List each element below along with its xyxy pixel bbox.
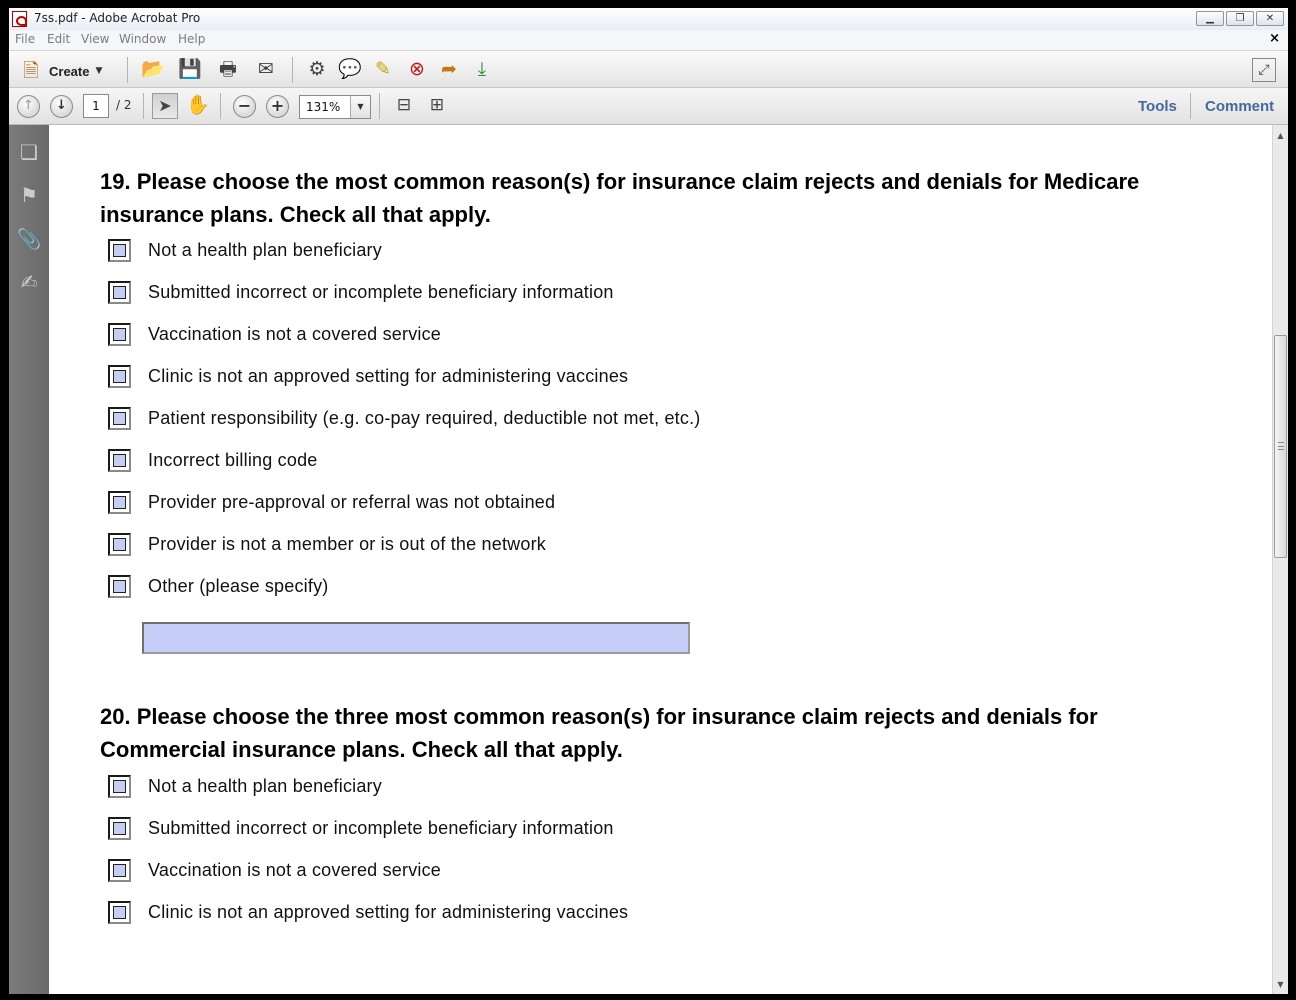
q19-option[interactable] [108, 446, 318, 474]
checkbox[interactable] [108, 775, 131, 798]
chevron-down-icon[interactable]: ▼ [350, 96, 370, 118]
open-folder-icon[interactable]: 📂 [141, 58, 165, 80]
option-label: Provider is not a member or is out of the network [148, 533, 546, 554]
comment-bubble-icon[interactable]: 💬 [338, 58, 362, 80]
checkbox[interactable] [108, 901, 131, 924]
chevron-down-icon: ▼ [95, 66, 103, 76]
toolbar-separator [220, 93, 221, 119]
scroll-down-icon[interactable]: ▼ [1277, 980, 1284, 989]
title-bar [9, 8, 1288, 30]
checkbox[interactable] [108, 491, 131, 514]
q20-option[interactable] [108, 814, 614, 842]
checkbox[interactable] [108, 533, 131, 556]
close-button[interactable]: ✕ [1256, 11, 1284, 26]
print-icon[interactable]: 🖶 [219, 58, 237, 80]
toolbar-separator [379, 93, 380, 119]
option-label: Clinic is not an approved setting for administering vaccines [148, 901, 629, 922]
q19-option[interactable] [108, 404, 700, 432]
option-label: Incorrect billing code [148, 449, 318, 470]
toolbar-separator [127, 57, 128, 83]
zoom-select[interactable] [299, 95, 371, 119]
cursor-arrow-icon: ➤ [158, 96, 172, 115]
menu-view[interactable]: View [81, 32, 110, 46]
other-specify-input[interactable] [142, 622, 690, 654]
option-label: Not a health plan beneficiary [148, 239, 382, 260]
option-label: Provider pre-approval or referral was not obtained [148, 491, 556, 512]
q19-option[interactable] [108, 278, 614, 306]
comment-pane-link[interactable]: Comment [1205, 98, 1275, 115]
checkbox[interactable] [108, 323, 131, 346]
option-label: Other (please specify) [148, 575, 329, 596]
export-page-icon[interactable]: ➦ [441, 58, 457, 80]
toolbar-separator [292, 57, 293, 83]
question-19-title: 19. Please choose the most common reason(s) for insurance claim rejects and denials for Medicare insurance plans. Check all that apply. [100, 169, 1140, 227]
highlight-text-icon[interactable]: ✎ [375, 58, 391, 80]
checkbox[interactable] [108, 859, 131, 882]
toolbar-separator [143, 93, 144, 119]
navigation-toolbar [9, 88, 1288, 125]
create-button[interactable] [19, 59, 102, 83]
settings-gear-icon[interactable]: ⚙ [308, 58, 326, 80]
minimize-button[interactable]: ▁ [1196, 11, 1224, 26]
menu-edit[interactable]: Edit [47, 32, 71, 46]
option-label: Submitted incorrect or incomplete beneficiary information [148, 281, 614, 302]
page-total: / 2 [116, 98, 132, 112]
main-toolbar [9, 50, 1288, 88]
download-page-icon[interactable]: ⤓ [477, 58, 487, 80]
bookmarks-icon[interactable]: ⚑ [20, 183, 38, 207]
option-label: Not a health plan beneficiary [148, 775, 382, 796]
scroll-up-icon[interactable]: ▲ [1277, 131, 1284, 140]
window-controls [1196, 11, 1284, 26]
q20-option[interactable] [108, 856, 441, 884]
save-icon[interactable]: 💾 [178, 58, 202, 80]
option-label: Vaccination is not a covered service [148, 323, 442, 344]
checkbox[interactable] [108, 281, 131, 304]
signatures-icon[interactable]: ✍ [20, 270, 38, 294]
question-20-title: 20. Please choose the three most common reason(s) for insurance claim rejects and denials for Commercial insurance plans. Check all that apply. [100, 704, 1098, 762]
page-number-input[interactable]: 1 [83, 94, 109, 118]
menu-bar [9, 30, 1288, 50]
create-label: Create [49, 63, 90, 79]
vertical-scrollbar[interactable] [1272, 125, 1288, 994]
fit-page-icon[interactable]: ⊟ [396, 95, 412, 115]
create-pdf-icon: 🗎 [23, 60, 39, 82]
q19-option[interactable] [108, 236, 382, 264]
hand-tool-icon[interactable]: ✋ [186, 94, 210, 116]
checkbox[interactable] [108, 407, 131, 430]
checkbox[interactable] [108, 449, 131, 472]
zoom-in-button[interactable]: + [266, 95, 289, 118]
page-thumbnails-icon[interactable]: ❏ [20, 140, 38, 164]
acrobat-window [9, 8, 1288, 994]
previous-page-button[interactable]: ↑ [17, 95, 40, 118]
option-label: Clinic is not an approved setting for administering vaccines [148, 365, 629, 386]
delete-page-icon[interactable]: ⊗ [409, 58, 425, 80]
restore-button[interactable]: ❐ [1226, 11, 1254, 26]
option-label: Patient responsibility (e.g. co-pay required, deductible not met, etc.) [148, 407, 701, 428]
zoom-value: 131% [306, 100, 341, 114]
checkbox[interactable] [108, 239, 131, 262]
menu-help[interactable]: Help [178, 32, 206, 46]
q19-option[interactable] [108, 572, 328, 600]
q19-option[interactable] [108, 320, 441, 348]
close-document-icon[interactable]: × [1269, 31, 1280, 46]
toolbar-separator [1190, 93, 1191, 119]
checkbox[interactable] [108, 575, 131, 598]
fit-width-icon[interactable]: ⊞ [429, 95, 445, 115]
scrollbar-thumb[interactable] [1274, 335, 1287, 558]
fullscreen-expand-icon[interactable]: ⤢ [1252, 58, 1276, 82]
option-label: Vaccination is not a covered service [148, 859, 442, 880]
navigation-pane [9, 125, 49, 994]
option-label: Submitted incorrect or incomplete beneficiary information [148, 817, 614, 838]
attachments-paperclip-icon[interactable]: 📎 [16, 227, 42, 251]
window-title: 7ss.pdf - Adobe Acrobat Pro [34, 11, 201, 25]
q19-option[interactable] [108, 362, 628, 390]
select-tool-button[interactable] [152, 93, 178, 119]
next-page-button[interactable]: ↓ [50, 95, 73, 118]
menu-window[interactable]: Window [119, 32, 167, 46]
email-icon[interactable]: ✉ [258, 58, 274, 80]
checkbox[interactable] [108, 365, 131, 388]
menu-file[interactable]: File [15, 32, 36, 46]
pdf-file-icon [12, 11, 27, 27]
q20-option[interactable] [108, 898, 628, 926]
tools-pane-link[interactable]: Tools [1138, 98, 1177, 115]
q19-option[interactable] [108, 488, 555, 516]
q19-option[interactable] [108, 530, 546, 558]
checkbox[interactable] [108, 817, 131, 840]
document-page [49, 125, 1272, 994]
q20-option[interactable] [108, 772, 382, 800]
zoom-out-button[interactable]: − [233, 95, 256, 118]
